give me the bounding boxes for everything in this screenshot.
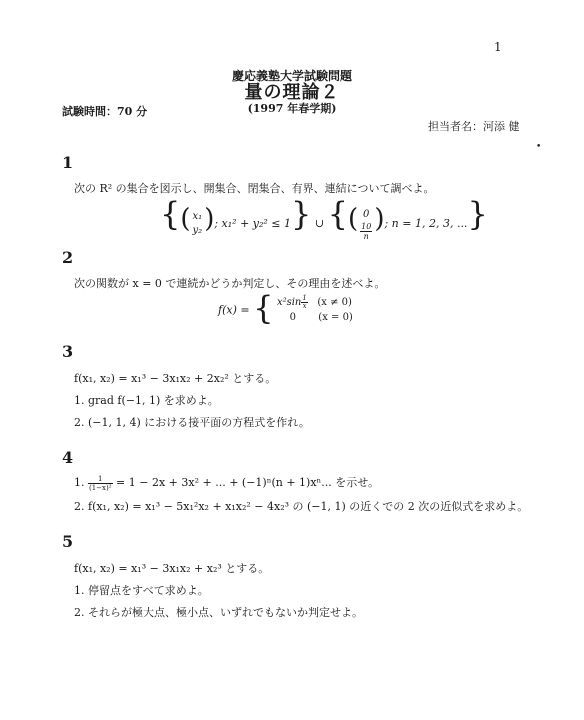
question-2-text: 次の関数が x = 0 で連続かどうか判定し、その理由を述べよ。 [74,277,386,290]
question-1-text: 次の R² の集合を図示し、開集合、閉集合、有界、連結について調べよ。 [74,182,435,195]
page-number: 1 [494,40,502,54]
exam-title: 量の理論２ [244,82,340,103]
scan-speck: • [536,142,542,152]
question-3-item-2: 2. (−1, 1, 4) における接平面の方程式を作れ。 [74,416,310,429]
set-b-vector: 0 10 n [361,208,372,241]
set-a-vector: x₁ y₂ [192,211,203,236]
set-a-condition: ; x₁² + y₂² ≤ 1 [214,217,292,230]
question-3-item-1: 1. grad f(−1, 1) を求めよ。 [74,394,219,407]
question-1-set-equation: {( x₁ y₂ ); x₁² + y₂² ≤ 1} ∪ {( 0 10 n ); n = 1, 2, 3, ...} [160,195,488,241]
set-b-condition: ; n = 1, 2, 3, ... [384,217,468,230]
question-2-number: 2 [62,248,74,267]
question-5-number: 5 [62,532,74,551]
instructor-name: 担当者名：河添 健 [428,120,520,133]
exam-year: (1997 年春学期) [247,102,337,115]
question-5-item-2: 2. それらが極大点、極小点、いずれでもないか判定せよ。 [74,606,363,619]
question-5-item-1: 1. 停留点をすべて求めよ。 [74,584,209,597]
question-4-item-1: 1. $\frac{1}{\text{(1−x)²}}$ = 1 − 2x + 3x² + ... + (−1)ⁿ(n + 1)xⁿ... を示せ。 [74,474,379,492]
question-3-definition: f(x₁, x₂) = x₁³ − 3x₁x₂ + 2x₂² とする。 [74,372,277,385]
question-2-piecewise: f(x) = { x²sin $\frac{1}{x}$ (x ≠ 0) 0 (x = 0) [218,289,353,327]
university-heading: 慶応義塾大学試験問題 [231,69,352,83]
question-1-number: 1 [62,153,74,172]
exam-time: 試験時間：70 分 [62,105,148,118]
question-4-number: 4 [62,448,74,467]
question-4-item-2: 2. f(x₁, x₂) = x₁³ − 5x₁²x₂ + x₁x₂² − 4x₂³ の (−1, 1) の近くでの 2 次の近似式を求めよ。 [74,500,529,513]
question-5-definition: f(x₁, x₂) = x₁³ − 3x₁x₂ + x₂³ とする。 [74,562,270,575]
question-3-number: 3 [62,342,74,361]
piecewise-cases: x²sin $\frac{1}{x}$ (x ≠ 0) 0 (x = 0) [276,294,353,323]
